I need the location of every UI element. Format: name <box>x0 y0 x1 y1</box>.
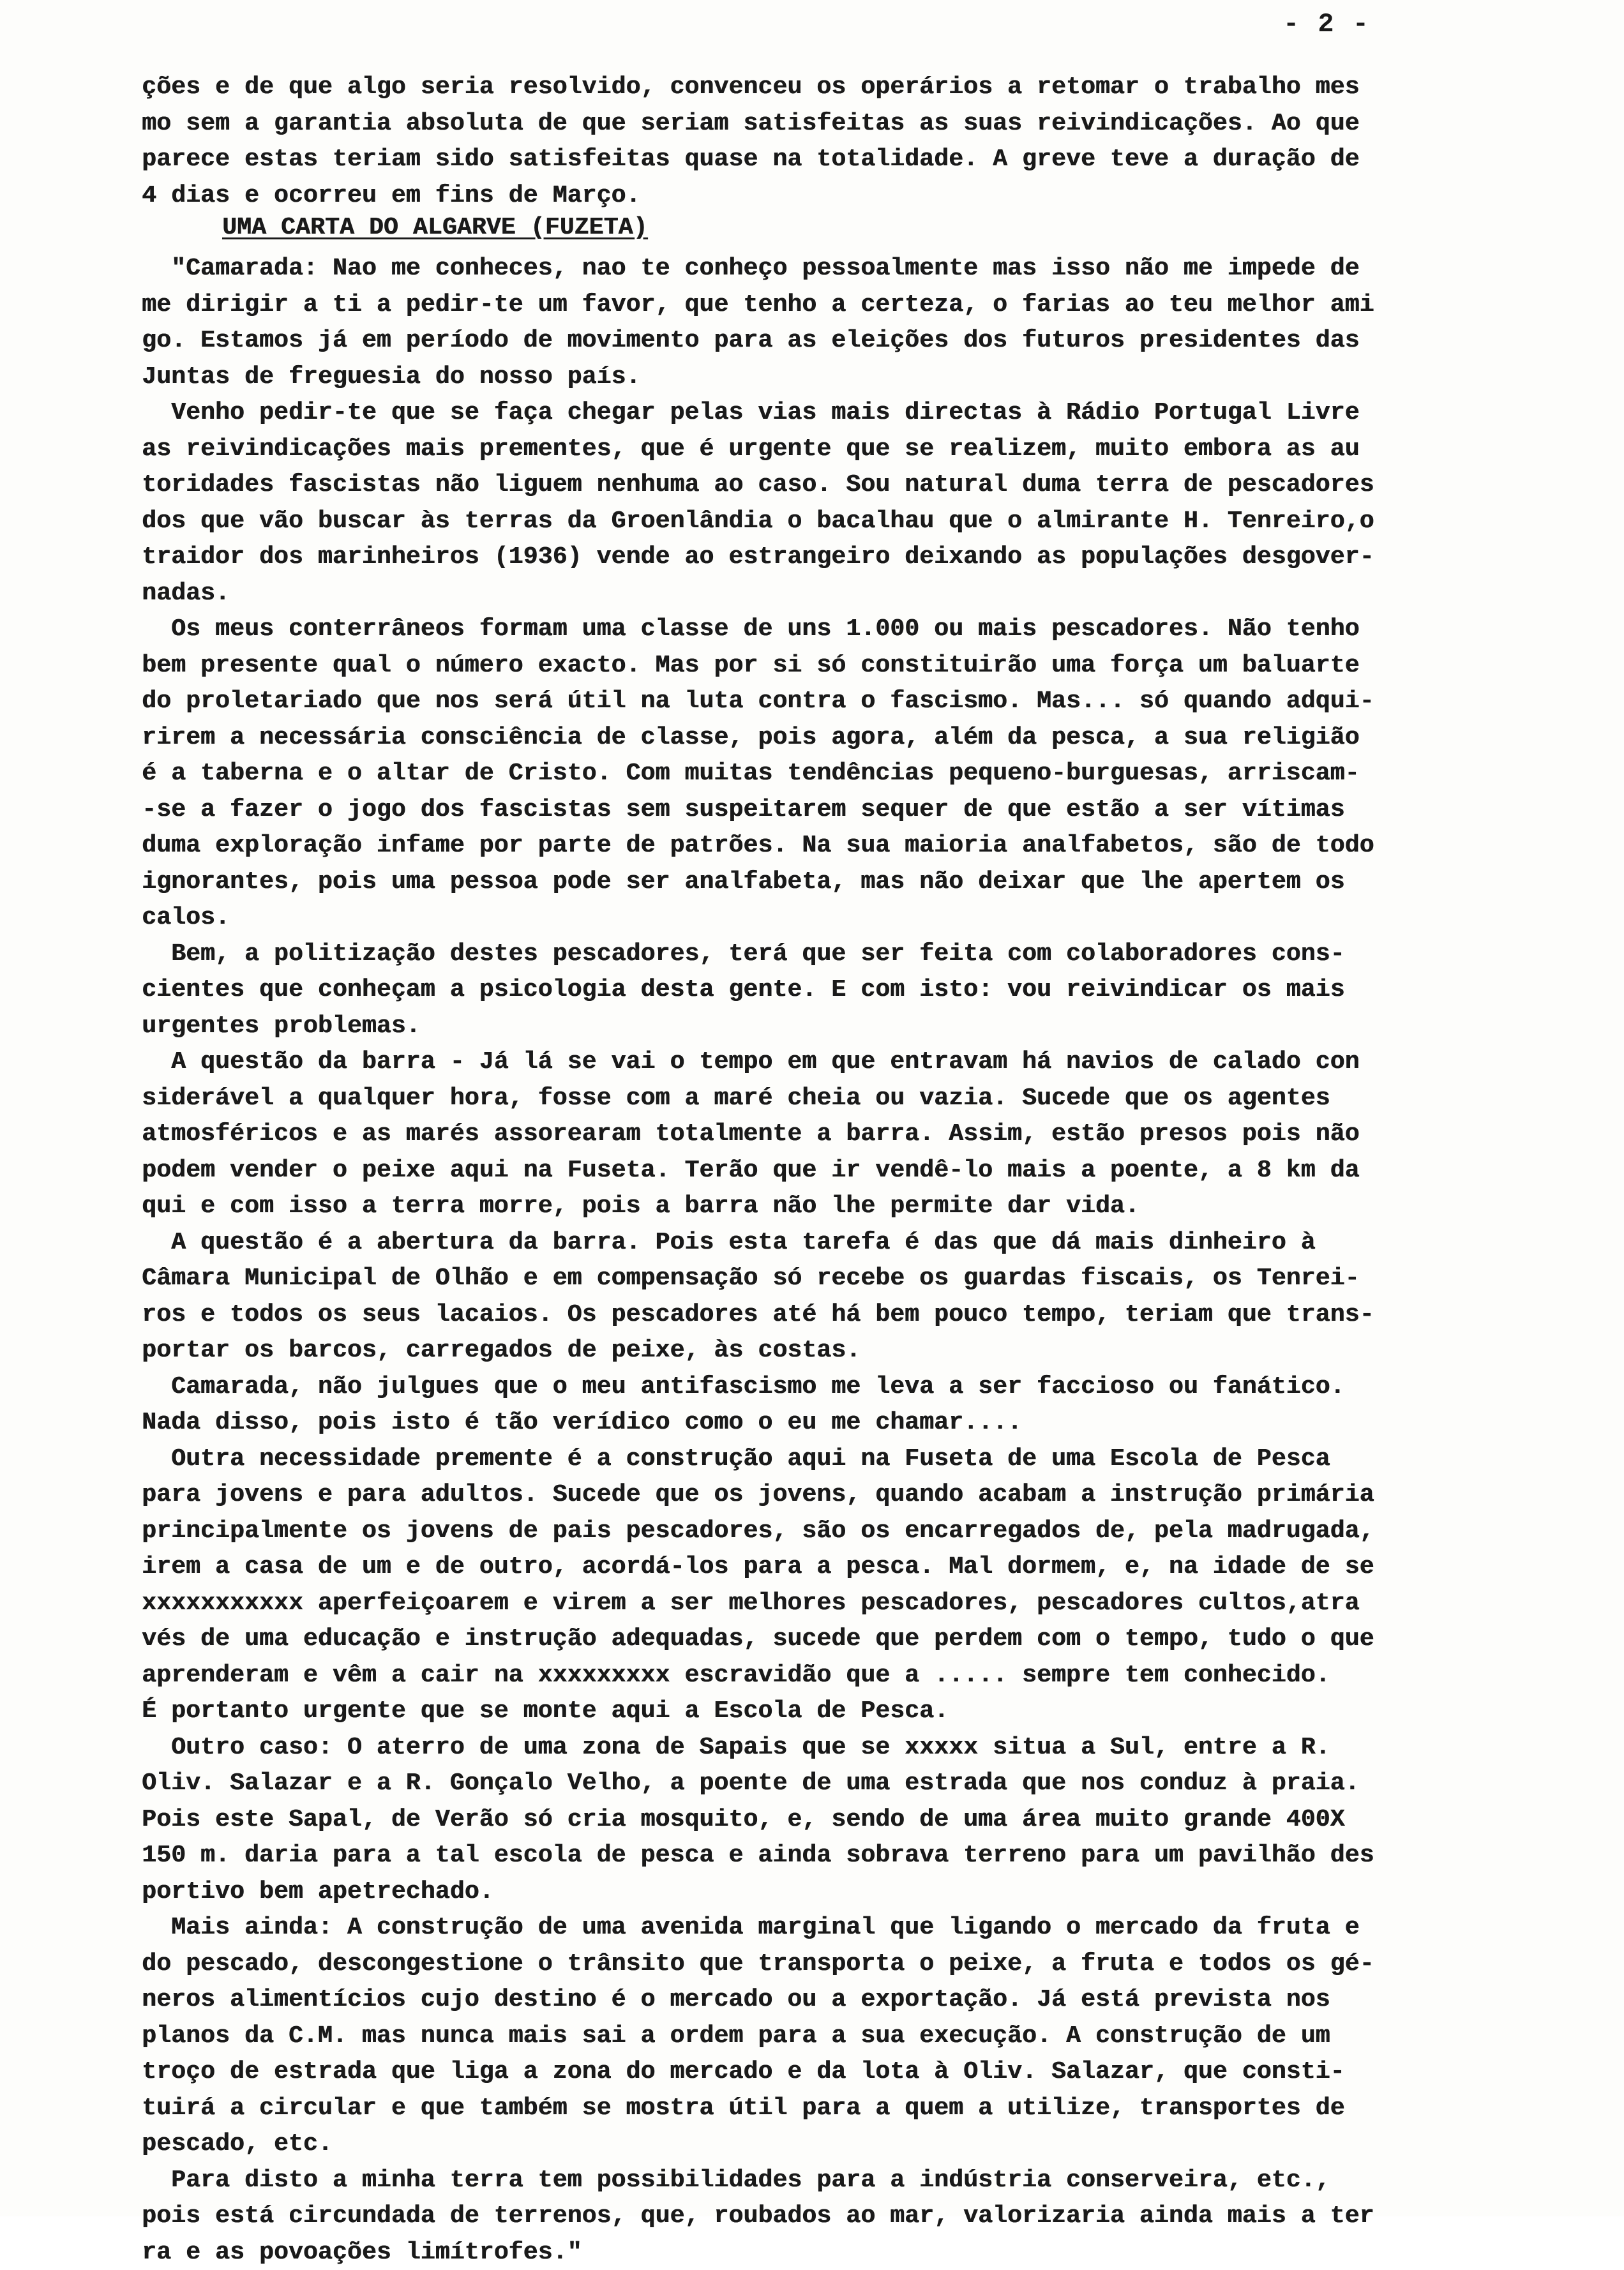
text-line: Pois este Sapal, de Verão só cria mosquito, e, sendo de uma área muito grande 400X <box>142 1801 1565 1838</box>
text-line: tuirá a circular e que também se mostra útil para a quem a utilize, transportes de <box>142 2090 1565 2126</box>
text-line: ções e de que algo seria resolvido, convenceu os operários a retomar o trabalho mes <box>142 69 1565 105</box>
text-line: vés de uma educação e instrução adequadas, sucede que perdem com o tempo, tudo o que <box>142 1621 1565 1657</box>
text-line: urgentes problemas. <box>142 1008 1565 1044</box>
text-line: pois está circundada de terrenos, que, roubados ao mar, valorizaria ainda mais a ter <box>142 2198 1565 2234</box>
text-line: Mais ainda: A construção de uma avenida marginal que ligando o mercado da fruta e <box>142 1909 1565 1946</box>
text-line: A questão é a abertura da barra. Pois esta tarefa é das que dá mais dinheiro à <box>142 1224 1565 1261</box>
text-line: aprenderam e vêm a cair na xxxxxxxxx escravidão que a ..... sempre tem conhecido. <box>142 1657 1565 1694</box>
text-line: Os meus conterrâneos formam uma classe de uns 1.000 ou mais pescadores. Não tenho <box>142 611 1565 647</box>
text-line: ignorantes, pois uma pessoa pode ser analfabeta, mas não deixar que lhe apertem os <box>142 864 1565 900</box>
text-line: podem vender o peixe aqui na Fuseta. Terão que ir vendê-lo mais a poente, a 8 km da <box>142 1152 1565 1189</box>
section-heading: UMA CARTA DO ALGARVE (FUZETA) <box>222 213 647 241</box>
text-line: toridades fascistas não liguem nenhuma ao caso. Sou natural duma terra de pescadores <box>142 467 1565 503</box>
text-line: principalmente os jovens de pais pescadores, são os encarregados de, pela madrugada, <box>142 1513 1565 1549</box>
text-line: portivo bem apetrechado. <box>142 1874 1565 1910</box>
text-line: é a taberna e o altar de Cristo. Com muitas tendências pequeno-burguesas, arriscam- <box>142 755 1565 792</box>
text-line: as reivindicações mais prementes, que é urgente que se realizem, muito embora as au <box>142 431 1565 467</box>
text-line: para jovens e para adultos. Sucede que os jovens, quando acabam a instrução primária <box>142 1477 1565 1513</box>
text-line: dos que vão buscar às terras da Groenlândia o bacalhau que o almirante H. Tenreiro,o <box>142 503 1565 539</box>
text-line: Venho pedir-te que se faça chegar pelas vias mais directas à Rádio Portugal Livre <box>142 395 1565 431</box>
text-line: 150 m. daria para a tal escola de pesca e ainda sobrava terreno para um pavilhão des <box>142 1837 1565 1874</box>
text-line: mo sem a garantia absoluta de que seriam satisfeitas as suas reivindicações. Ao que <box>142 105 1565 142</box>
text-line: neros alimentícios cujo destino é o mercado ou a exportação. Já está prevista nos <box>142 1981 1565 2018</box>
text-line: calos. <box>142 899 1565 936</box>
letter-body <box>142 250 1565 2270</box>
text-line: Câmara Municipal de Olhão e em compensação só recebe os guardas fiscais, os Tenrei- <box>142 1260 1565 1297</box>
text-line: "Camarada: Nao me conheces, nao te conheço pessoalmente mas isso não me impede de <box>142 250 1565 287</box>
text-line: Bem, a politização destes pescadores, terá que ser feita com colaboradores cons- <box>142 936 1565 972</box>
text-line: do proletariado que nos será útil na luta contra o fascismo. Mas... só quando adqui- <box>142 683 1565 719</box>
text-line: rirem a necessária consciência de classe, pois agora, além da pesca, a sua religião <box>142 719 1565 756</box>
text-line: Juntas de freguesia do nosso país. <box>142 359 1565 395</box>
text-line: pescado, etc. <box>142 2126 1565 2162</box>
text-line: cientes que conheçam a psicologia desta gente. E com isto: vou reivindicar os mais <box>142 972 1565 1008</box>
text-line: Para disto a minha terra tem possibilidades para a indústria conserveira, etc., <box>142 2162 1565 2199</box>
paragraph-block-top <box>142 69 1565 213</box>
text-line: Camarada, não julgues que o meu antifascismo me leva a ser faccioso ou fanático. <box>142 1369 1565 1405</box>
text-line: traidor dos marinheiros (1936) vende ao estrangeiro deixando as populações desgover- <box>142 539 1565 575</box>
text-line: xxxxxxxxxxx aperfeiçoarem e virem a ser melhores pescadores, pescadores cultos,atra <box>142 1585 1565 1621</box>
text-line: me dirigir a ti a pedir-te um favor, que tenho a certeza, o farias ao teu melhor ami <box>142 287 1565 323</box>
text-line: ra e as povoações limítrofes." <box>142 2234 1565 2270</box>
page-number: - 2 - <box>1283 9 1370 40</box>
text-line: Nada disso, pois isto é tão verídico como o eu me chamar.... <box>142 1404 1565 1441</box>
text-line: nadas. <box>142 575 1565 612</box>
text-line: duma exploração infame por parte de patrões. Na sua maioria analfabetos, são de todo <box>142 827 1565 864</box>
text-line: ros e todos os seus lacaios. Os pescadores até há bem pouco tempo, teriam que trans- <box>142 1297 1565 1333</box>
text-line: Outra necessidade premente é a construção aqui na Fuseta de uma Escola de Pesca <box>142 1441 1565 1477</box>
text-line: Oliv. Salazar e a R. Gonçalo Velho, a poente de uma estrada que nos conduz à praia. <box>142 1765 1565 1801</box>
text-line: A questão da barra - Já lá se vai o tempo em que entravam há navios de calado con <box>142 1044 1565 1080</box>
text-line: irem a casa de um e de outro, acordá-los para a pesca. Mal dormem, e, na idade de se <box>142 1549 1565 1585</box>
text-line: atmosféricos e as marés assorearam totalmente a barra. Assim, estão presos pois não <box>142 1116 1565 1152</box>
text-line: Outro caso: O aterro de uma zona de Sapais que se xxxxx situa a Sul, entre a R. <box>142 1729 1565 1766</box>
text-line: bem presente qual o número exacto. Mas por si só constituirão uma força um baluarte <box>142 647 1565 684</box>
text-line: portar os barcos, carregados de peixe, às costas. <box>142 1332 1565 1369</box>
text-line: go. Estamos já em período de movimento para as eleições dos futuros presidentes das <box>142 322 1565 359</box>
text-line: troço de estrada que liga a zona do mercado e da lota à Oliv. Salazar, que consti- <box>142 2054 1565 2090</box>
text-line: -se a fazer o jogo dos fascistas sem suspeitarem sequer de que estão a ser vítimas <box>142 792 1565 828</box>
text-line: do pescado, descongestione o trânsito que transporta o peixe, a fruta e todos os gé- <box>142 1946 1565 1982</box>
text-line: É portanto urgente que se monte aqui a Escola de Pesca. <box>142 1693 1565 1729</box>
text-line: siderável a qualquer hora, fosse com a maré cheia ou vazia. Sucede que os agentes <box>142 1080 1565 1116</box>
text-line: qui e com isso a terra morre, pois a barra não lhe permite dar vida. <box>142 1188 1565 1224</box>
text-line: 4 dias e ocorreu em fins de Março. <box>142 177 1565 214</box>
text-line: planos da C.M. mas nunca mais sai a ordem para a sua execução. A construção de um <box>142 2018 1565 2054</box>
text-line: parece estas teriam sido satisfeitas quase na totalidade. A greve teve a duração de <box>142 141 1565 177</box>
